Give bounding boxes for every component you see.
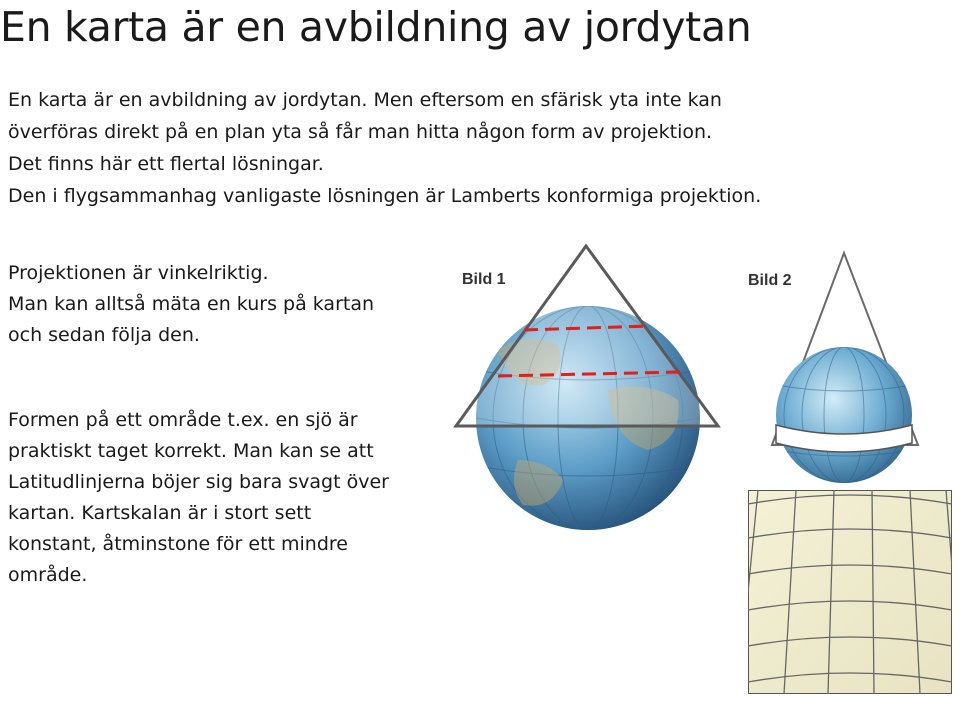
paragraph-line: Formen på ett område t.ex. en sjö är bbox=[8, 409, 358, 431]
bild1-figure bbox=[438, 240, 738, 540]
paragraph-line: och sedan följa den. bbox=[8, 324, 200, 346]
paragraph-line: område. bbox=[8, 564, 88, 586]
page-title: En karta är en avbildning av jordytan bbox=[0, 3, 752, 51]
bild2-label: Bild 2 bbox=[748, 272, 792, 289]
paragraph-line: Latitudlinjerna böjer sig bara svagt över bbox=[8, 471, 389, 493]
intro-line: överföras direkt på en plan yta så får man hitta någon form av projektion. bbox=[8, 121, 713, 143]
intro-line: Det finns här ett flertal lösningar. bbox=[8, 153, 324, 175]
paragraph-line: konstant, åtminstone för ett mindre bbox=[8, 533, 348, 555]
intro-paragraph bbox=[8, 84, 761, 212]
intro-line: Den i flygsammanhag vanligaste lösningen är Lamberts konformiga projektion. bbox=[8, 185, 762, 207]
paragraph-line: Man kan alltså mäta en kurs på kartan bbox=[8, 293, 375, 315]
projected-map-grid bbox=[748, 490, 952, 694]
shape-scale-paragraph bbox=[8, 405, 389, 591]
bild2-figure bbox=[742, 245, 952, 485]
bild1-label: Bild 1 bbox=[462, 271, 506, 288]
intro-line: En karta är en avbildning av jordytan. Men eftersom en sfärisk yta inte kan bbox=[8, 89, 722, 111]
paragraph-line: Projektionen är vinkelriktig. bbox=[8, 262, 269, 284]
globe-sphere-small bbox=[776, 347, 912, 483]
conformal-paragraph bbox=[8, 258, 374, 351]
paragraph-line: praktiskt taget korrekt. Man kan se att bbox=[8, 440, 374, 462]
paragraph-line: kartan. Kartskalan är i stort sett bbox=[8, 502, 312, 524]
